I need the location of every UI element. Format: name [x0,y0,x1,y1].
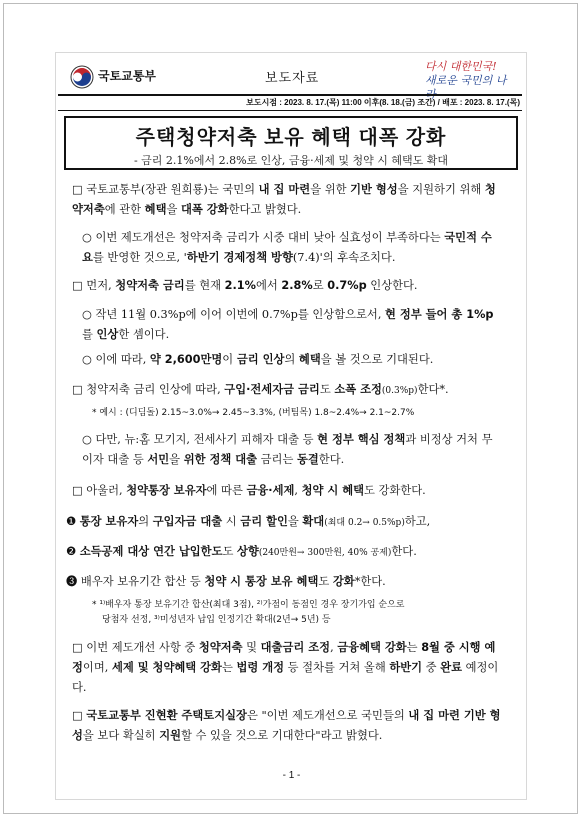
text-bold: 상향 [237,545,259,558]
title-box [64,116,518,170]
text-bold: 청약 시 혜택 [301,484,365,497]
text-bold: 대폭 강화 [181,203,229,216]
text-bold: 청약통장 보유자 [126,484,207,497]
paragraph-4-item1 [66,512,506,533]
text-bold: 통장 보유자 [79,515,139,528]
text-bold: 현 정부 핵심 정책 [317,433,406,446]
text-segment: 중 [422,661,441,674]
text-bold: 대출금리 조정 [260,641,331,654]
text-segment: 로 [312,279,328,292]
note-line2: 당첨자 선정, ³⁾미성년자 납입 인정기간 확대(2년→ 5년) 등 [102,615,331,625]
paragraph-5 [72,638,504,698]
text-segment: 을 [287,515,303,528]
text-segment: 에 관한 [104,203,145,216]
bullet-square: □ [72,641,83,654]
text-segment: 의 [138,515,153,528]
paragraph-2b [82,350,502,370]
paragraph-2 [72,276,502,296]
doc-type: 보도자료 [265,70,320,85]
text-bold: 청약저축 금리 [115,279,185,292]
paragraph-4 [72,481,502,501]
bullet-square: □ [72,383,83,396]
text-segment: 이번 제도개선은 청약저축 금리가 시중 대비 낮아 실효성이 부족하다는 [95,231,445,244]
bullet-number-3: ❸ [66,575,78,588]
note-benefits [92,598,502,628]
text-bold: 금융혜택 강화 [337,641,407,654]
text-small: (0.3%p) [381,386,418,396]
text-segment: 한다*. [417,383,449,396]
text-bold: 하반기 [389,661,423,674]
embargo-bar [58,94,522,111]
paragraph-3a [82,430,502,470]
text-segment: 는 [406,641,422,654]
text-bold: 2.8% [281,279,313,292]
text-segment: 도 [319,383,335,396]
text-segment: 를 반영한 것으로, ' [92,251,187,264]
bullet-circle: ○ [82,433,92,446]
text-segment: 작년 11월 0.3%p에 이어 이번에 0.7%p를 인상함으로서, [95,308,386,321]
text-segment: 인상한다. [366,279,418,292]
text-small: (최대 0.2→ 0.5%p) [324,518,405,528]
text-bold: 8월 중 시행 예정 [72,641,496,674]
ministry-name: 국토교통부 [98,69,156,83]
text-bold: 하반기 경제정책 방향 [186,251,293,264]
text-segment: 국토교통부(장관 원희룡)는 국민의 [86,183,259,196]
bullet-circle: ○ [82,231,92,244]
text-segment: 은 "이번 제도개선으로 국민들의 [246,709,409,722]
text-bold: 법령 개정 [236,661,285,674]
header [60,58,520,101]
bullet-square: □ [72,279,83,292]
text-bold: 현 정부 들어 총 1%p [385,308,494,321]
text-segment: 한 셈이다. [118,328,170,341]
text-bold: 소득공제 대상 연간 납입한도 [79,545,223,558]
text-segment: 배우자 보유기간 합산 등 [80,575,205,588]
bullet-number-2: ❷ [66,545,77,558]
bullet-circle: ○ [82,353,92,366]
text-bold: 약 2,600만명 [149,353,223,366]
text-segment: 이에 따라, [95,353,150,366]
slogan-line2: 새로운 국민의 나라 [425,74,507,101]
paragraph-2a [82,305,502,345]
text-bold: 서민 [147,453,170,466]
text-segment: 도 [318,575,333,588]
text-segment: *한다. [354,575,386,588]
text-segment: 할 수 있을 것으로 기대한다"라고 밝혔다. [181,729,383,742]
text-bold: 동결 [296,453,319,466]
text-segment: , [294,484,302,497]
text-segment: 을 [169,453,184,466]
text-segment: 시 [222,515,241,528]
bullet-square: □ [72,484,83,497]
text-bold: 기반 형성 [350,183,398,196]
taegeuk-logo-icon [70,65,94,89]
text-bold: 금융·세제 [246,484,295,497]
text-bold: 혜택 [298,353,321,366]
text-segment: 과 비정상 거처 무이자 대출 등 [82,433,493,466]
text-bold: 내 집 마련 기반 형성 [72,709,501,742]
note-example: * 예시 : (디딤돌) 2.15~3.0%→ 2.45~3.3%, (버팀목) 1.8~2.4%→ 2.1~2.7% [92,408,415,418]
text-bold: 확대 [302,515,325,528]
text-bold: 0.7%p [327,279,367,292]
text-segment: 예정이다. [72,661,499,694]
text-segment: 한다고 밝혔다. [228,203,302,216]
text-segment: 에 따른 [206,484,247,497]
text-segment: 이번 제도개선 사항 중 [86,641,199,654]
bullet-square: □ [72,709,83,722]
bullet-circle: ○ [82,308,92,321]
text-bold: 혜택 [144,203,167,216]
paragraph-4-item3 [66,572,506,592]
bullet-square: □ [72,183,83,196]
text-bold: 청약저축 [198,641,243,654]
paragraph-1a [82,228,502,268]
text-segment: 다만, 뉴:홈 모기지, 전세사기 피해자 대출 등 [95,433,318,446]
text-segment: 을 지원하기 위해 [397,183,485,196]
text-segment: 도 [222,545,238,558]
paragraph-1 [72,180,500,220]
paragraph-6 [72,706,504,746]
slogan-line1: 다시 대한민국! [425,60,497,73]
text-segment: , [330,641,338,654]
text-bold: 국토교통부 진현환 주택토지실장 [86,709,247,722]
text-segment: 아울러, [86,484,127,497]
text-segment: 이며, [82,661,112,674]
text-bold: 청약저축 [72,183,496,216]
text-segment: 를 [82,328,97,341]
text-segment: 이 [222,353,237,366]
paragraph-3 [72,380,502,401]
text-bold: 위한 정책 대출 [183,453,258,466]
text-bold: 청약 시 통장 보유 혜택 [204,575,319,588]
text-bold: 강화 [332,575,355,588]
text-segment: 을 볼 것으로 기대된다. [320,353,434,366]
text-segment: 는 [221,661,237,674]
text-bold: 인상 [96,328,119,341]
note-line1: * ¹⁾배우자 통장 보유기간 합산(최대 3점), ²⁾가점이 동점인 경우 장기가입 순으로 [92,600,405,610]
text-segment: 하고, [404,515,431,528]
page-title: 주택청약저축 보유 혜택 대폭 강화 [135,127,447,149]
text-segment: 의 [284,353,299,366]
text-segment: 한다. [318,453,345,466]
embargo-text: 보도시점 : 2023. 8. 17.(목) 11:00 이후(8. 18.(금) 조간) / 배포 : 2023. 8. 17.(목) [246,98,520,107]
text-small: (240만원→ 300만원, 40% 공제) [258,548,392,558]
text-segment: 를 현재 [184,279,225,292]
text-bold: 금리 할인 [240,515,288,528]
text-bold: 2.1% [224,279,256,292]
text-segment: 을 위한 [310,183,351,196]
text-segment: 및 [242,641,261,654]
text-segment: 을 [166,203,182,216]
text-bold: 완료 [440,661,463,674]
text-segment: 등 절차를 거쳐 올해 [284,661,390,674]
page-number: - 1 - [282,770,301,781]
text-segment: 한다. [391,545,417,558]
text-bold: 세제 및 청약혜택 강화 [111,661,222,674]
text-bold: 국민적 수요 [82,231,492,264]
text-segment: 금리는 [257,453,297,466]
text-bold: 금리 인상 [236,353,285,366]
text-segment: 에서 [255,279,282,292]
text-segment: 먼저, [86,279,116,292]
text-bold: 내 집 마련 [258,183,311,196]
bullet-number-1: ❶ [66,515,77,528]
text-segment: 청약저축 금리 인상에 따라, [86,383,225,396]
text-bold: 소폭 조정 [334,383,382,396]
page-subtitle: - 금리 2.1%에서 2.8%로 인상, 금융·세제 및 청약 시 혜택도 확대 [133,154,449,167]
text-segment: 도 강화한다. [364,484,426,497]
paragraph-4-item2 [66,542,506,563]
text-segment: 을 보다 확실히 [82,729,160,742]
text-segment: (7.4)'의 후속조치다. [292,251,396,264]
text-bold: 지원 [159,729,182,742]
text-bold: 구입자금 대출 [152,515,223,528]
text-bold: 구입·전세자금 금리 [224,383,320,396]
